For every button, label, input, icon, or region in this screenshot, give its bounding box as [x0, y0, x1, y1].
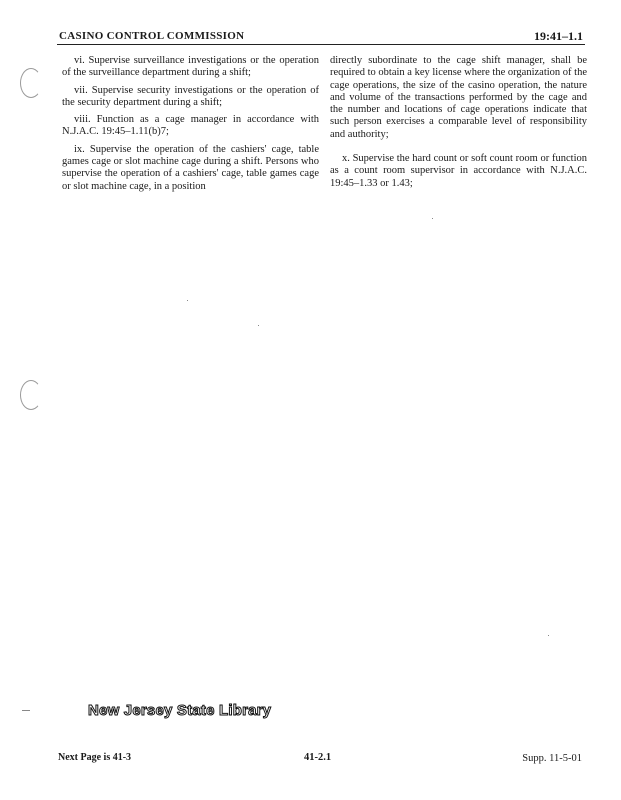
right-column: [330, 55, 587, 195]
header-rule: [57, 44, 585, 45]
scan-speck: [258, 325, 259, 326]
supplement-date: Supp. 11-5-01: [522, 753, 582, 764]
paragraph-ix-continued: directly subordinate to the cage shift manager, shall be required to obtain a key license where the organization of the cage operations, the size of the casino operation, the nature and volume of the transactions performed by the cage and the number and locations of cage operations indicate that such person exercises a comparable level of responsibility and authority;: [330, 55, 587, 140]
paragraph-x: x. Supervise the hard count or soft count room or function as a count room supervisor in accordance with N.J.A.C. 19:45–1.33 or 1.43;: [330, 153, 587, 189]
paragraph-viii: viii. Function as a cage manager in accordance with N.J.A.C. 19:45–1.11(b)7;: [62, 114, 319, 138]
left-column: [62, 55, 319, 198]
scan-speck: [187, 300, 188, 301]
scan-speck: [22, 710, 30, 711]
scan-speck: [432, 218, 433, 219]
page-number: 41-2.1: [304, 752, 332, 763]
scan-speck: [548, 635, 549, 636]
paragraph-vii: vii. Supervise security investigations or the operation of the security department during a shift;: [62, 84, 319, 108]
binder-hole-top: [20, 68, 42, 98]
running-header-title: CASINO CONTROL COMMISSION: [59, 30, 245, 42]
next-page-note: Next Page is 41-3: [58, 752, 132, 763]
paragraph-ix: ix. Supervise the operation of the cashiers' cage, table games cage or slot machine cage during a shift. Persons who supervise the operation of a cashiers' cage, table games cage or slot machine cage, in a position: [62, 143, 319, 192]
library-stamp: New Jersey State Library: [88, 702, 272, 719]
paragraph-vi: vi. Supervise surveillance investigations or the operation of the surveillance department during a shift;: [62, 55, 319, 79]
running-header-section: 19:41–1.1: [534, 29, 583, 43]
binder-hole-middle: [20, 380, 42, 410]
